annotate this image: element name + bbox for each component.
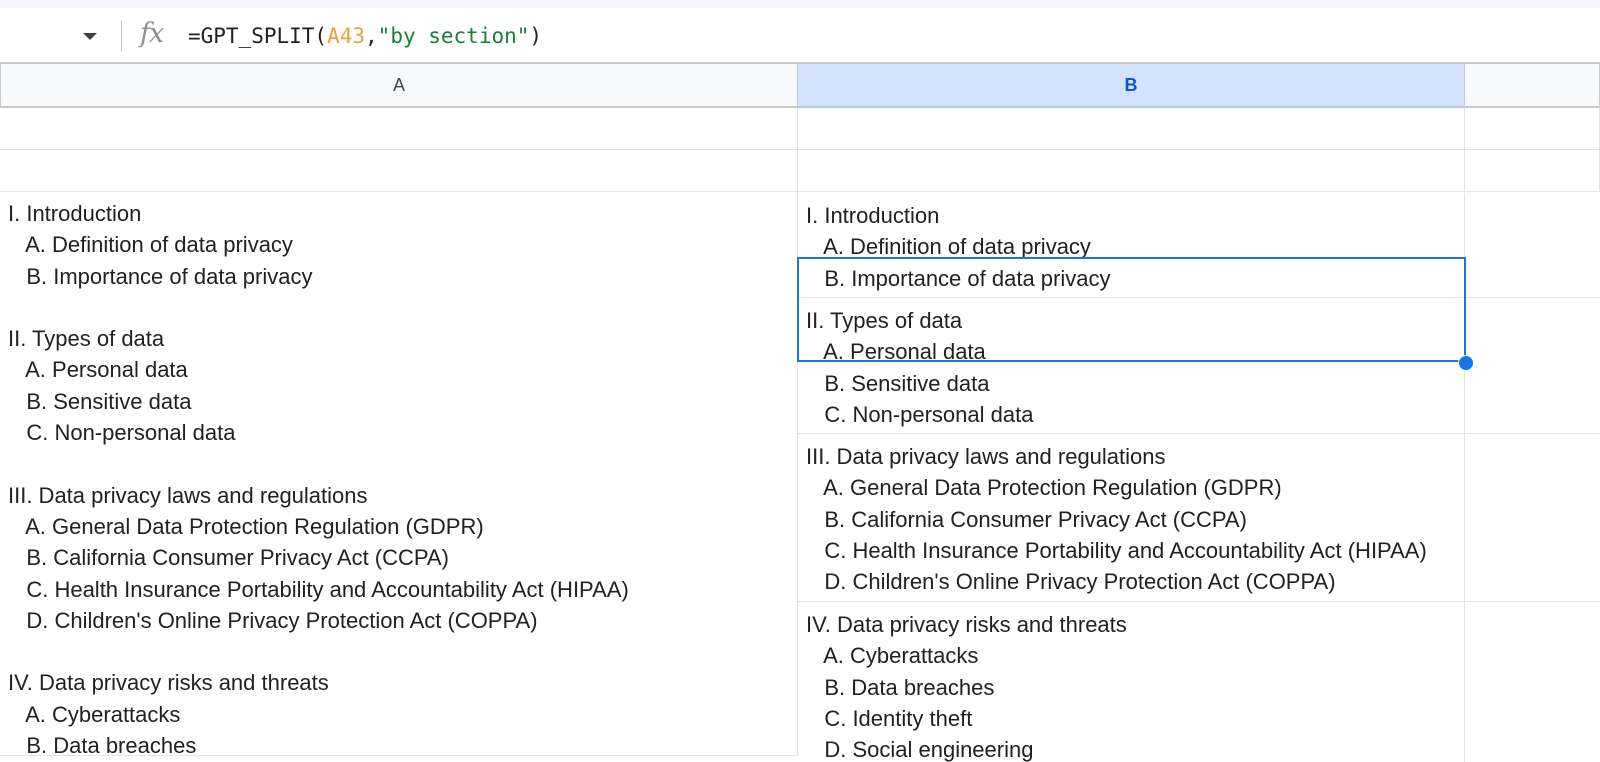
blank-line xyxy=(8,448,797,479)
text-line: C. Non-personal data xyxy=(806,401,1034,427)
spreadsheet-grid xyxy=(0,64,1600,762)
cell[interactable] xyxy=(0,108,798,150)
fx-icon: fx xyxy=(140,18,164,49)
blank-line xyxy=(8,292,797,323)
formula-bar-divider xyxy=(121,20,122,52)
cell-b46[interactable] xyxy=(798,602,1465,762)
text-line: B. Importance of data privacy xyxy=(806,265,1111,291)
grid-row xyxy=(0,150,1600,192)
cell-c44[interactable] xyxy=(1465,298,1600,434)
cell[interactable] xyxy=(1465,108,1600,150)
formula-prefix: =GPT_SPLIT( xyxy=(188,24,328,48)
cell[interactable] xyxy=(1465,150,1600,192)
cell-b44-text xyxy=(806,305,1464,430)
cell-b45[interactable] xyxy=(798,434,1465,602)
cell[interactable] xyxy=(798,150,1465,192)
text-line: D. Social engineering xyxy=(806,737,1034,762)
cell-b44[interactable] xyxy=(798,298,1465,434)
text-line: D. Children's Online Privacy Protection Act (COPPA) xyxy=(806,569,1336,595)
cell-c43[interactable] xyxy=(1465,193,1600,298)
formula-cell-reference: A43 xyxy=(327,24,366,48)
formula-string-argument: "by section" xyxy=(377,24,530,48)
column-header-b[interactable]: B xyxy=(798,64,1465,108)
text-line: C. Identity theft xyxy=(806,705,973,731)
text-line: B. California Consumer Privacy Act (CCPA) xyxy=(806,506,1247,532)
text-line: A. Definition of data privacy xyxy=(8,232,293,258)
cell-a43-source-text[interactable] xyxy=(0,192,798,756)
text-line: A. Cyberattacks xyxy=(8,701,181,727)
cell-c46[interactable] xyxy=(1465,602,1600,762)
text-line: A. Cyberattacks xyxy=(806,643,979,669)
formula-bar xyxy=(0,0,1600,64)
column-header-c[interactable] xyxy=(1465,64,1600,108)
text-line: A. Personal data xyxy=(8,357,188,383)
text-line: C. Non-personal data xyxy=(8,420,236,446)
text-line: I. Introduction xyxy=(8,201,142,226)
cell-b46-text xyxy=(806,609,1464,762)
fill-handle[interactable] xyxy=(1458,355,1474,371)
text-line: III. Data privacy laws and regulations xyxy=(8,482,368,508)
formula-input[interactable] xyxy=(188,24,542,48)
cell[interactable] xyxy=(798,108,1465,150)
text-line: B. Data breaches xyxy=(8,733,197,756)
text-line: B. Sensitive data xyxy=(8,388,192,414)
text-line: B. California Consumer Privacy Act (CCPA) xyxy=(8,545,449,571)
name-box-dropdown-icon[interactable] xyxy=(78,24,102,48)
cell-b45-text xyxy=(806,441,1464,597)
text-line: III. Data privacy laws and regulations xyxy=(806,444,1166,469)
text-line: A. General Data Protection Regulation (GDPR) xyxy=(8,513,484,539)
text-line: D. Children's Online Privacy Protection Act (COPPA) xyxy=(8,607,538,633)
grid-row xyxy=(0,108,1600,150)
cell-b43[interactable] xyxy=(798,193,1465,298)
text-line: B. Sensitive data xyxy=(806,370,990,396)
text-line: A. General Data Protection Regulation (GDPR) xyxy=(806,475,1282,501)
text-line: C. Health Insurance Portability and Accountability Act (HIPAA) xyxy=(8,576,629,602)
text-line: IV. Data privacy risks and threats xyxy=(8,670,329,696)
cell-c45[interactable] xyxy=(1465,434,1600,602)
text-line: II. Types of data xyxy=(8,326,165,352)
text-line: B. Importance of data privacy xyxy=(8,263,313,289)
cell-b43-text xyxy=(806,200,1464,294)
text-line: B. Data breaches xyxy=(806,674,995,700)
column-header-a[interactable]: A xyxy=(0,64,798,108)
text-line: II. Types of data xyxy=(806,308,963,333)
formula-comma: , xyxy=(365,24,378,48)
toolbar-edge xyxy=(0,0,1600,8)
text-line: A. Personal data xyxy=(806,339,986,365)
formula-suffix: ) xyxy=(529,24,543,48)
text-line: IV. Data privacy risks and threats xyxy=(806,612,1127,637)
text-line: C. Health Insurance Portability and Accountability Act (HIPAA) xyxy=(806,537,1427,563)
blank-line xyxy=(8,636,797,667)
text-line: I. Introduction xyxy=(806,203,940,228)
text-line: A. Definition of data privacy xyxy=(806,234,1091,260)
cell[interactable] xyxy=(0,150,798,192)
